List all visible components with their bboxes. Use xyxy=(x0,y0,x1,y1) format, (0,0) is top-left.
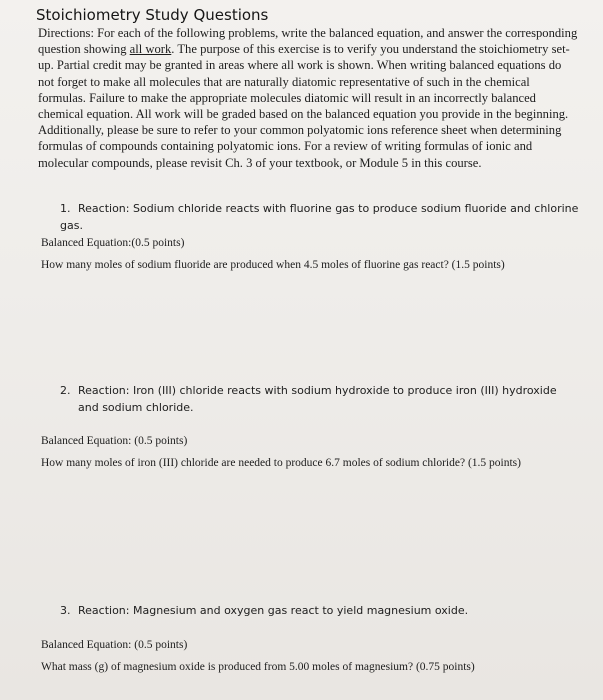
question-3-balanced-equation: Balanced Equation: (0.5 points) xyxy=(41,639,188,651)
question-2-balanced-equation: Balanced Equation: (0.5 points) xyxy=(41,435,188,447)
question-1-reaction xyxy=(60,200,590,234)
question-1-reaction-text: Reaction: Sodium chloride reacts with fluorine gas to produce sodium fluoride and chlorine gas. xyxy=(60,202,579,232)
question-2-number: 2. xyxy=(60,384,71,397)
directions-underlined: all work xyxy=(129,42,172,57)
question-1-balanced-equation: Balanced Equation:(0.5 points) xyxy=(41,237,185,249)
question-2-prompt: How many moles of iron (III) chloride are needed to produce 6.7 moles of sodium chloride? (1.5 points) xyxy=(41,457,521,469)
question-3-reaction-text: Reaction: Magnesium and oxygen gas react to yield magnesium oxide. xyxy=(78,604,469,617)
page-title: Stoichiometry Study Questions xyxy=(36,6,269,24)
directions-text-end: . The purpose of this exercise is to verify you understand the stoichiometry set-up. Partial credit may be granted in areas where all work is shown. When writing balanced equations do not forget to make all molecules that are naturally diatomic representative of such in the chemical formulas. Failure to make the appropriate molecules diatomic will result in an incorrectly balanced chemical equation. All work will be graded based on the balanced equation you provide in the beginning. Additionally, please be sure to refer to your common polyatomic ions reference sheet when determining formulas of compounds containing polyatomic ions. For a review of writing formulas of ionic and molecular compounds, please revisit Ch. 3 of your textbook, or Module 5 in this course. xyxy=(38,42,570,170)
directions-paragraph xyxy=(38,25,578,171)
question-3-number: 3. xyxy=(60,604,71,617)
question-1-number: 1. xyxy=(60,202,71,215)
directions-text-start: Directions: For each of the following problems, write the balanced equation, and answer the corresponding question showing xyxy=(38,26,578,57)
question-2-reaction-text: Reaction: Iron (III) chloride reacts with sodium hydroxide to produce iron (III) hydroxide and sodium chloride. xyxy=(78,384,557,414)
question-3-reaction xyxy=(60,602,580,619)
question-3-prompt: What mass (g) of magnesium oxide is produced from 5.00 moles of magnesium? (0.75 points) xyxy=(41,661,475,673)
question-1-prompt: How many moles of sodium fluoride are produced when 4.5 moles of fluorine gas react? (1.5 points) xyxy=(41,259,505,271)
question-2-reaction xyxy=(60,382,578,416)
